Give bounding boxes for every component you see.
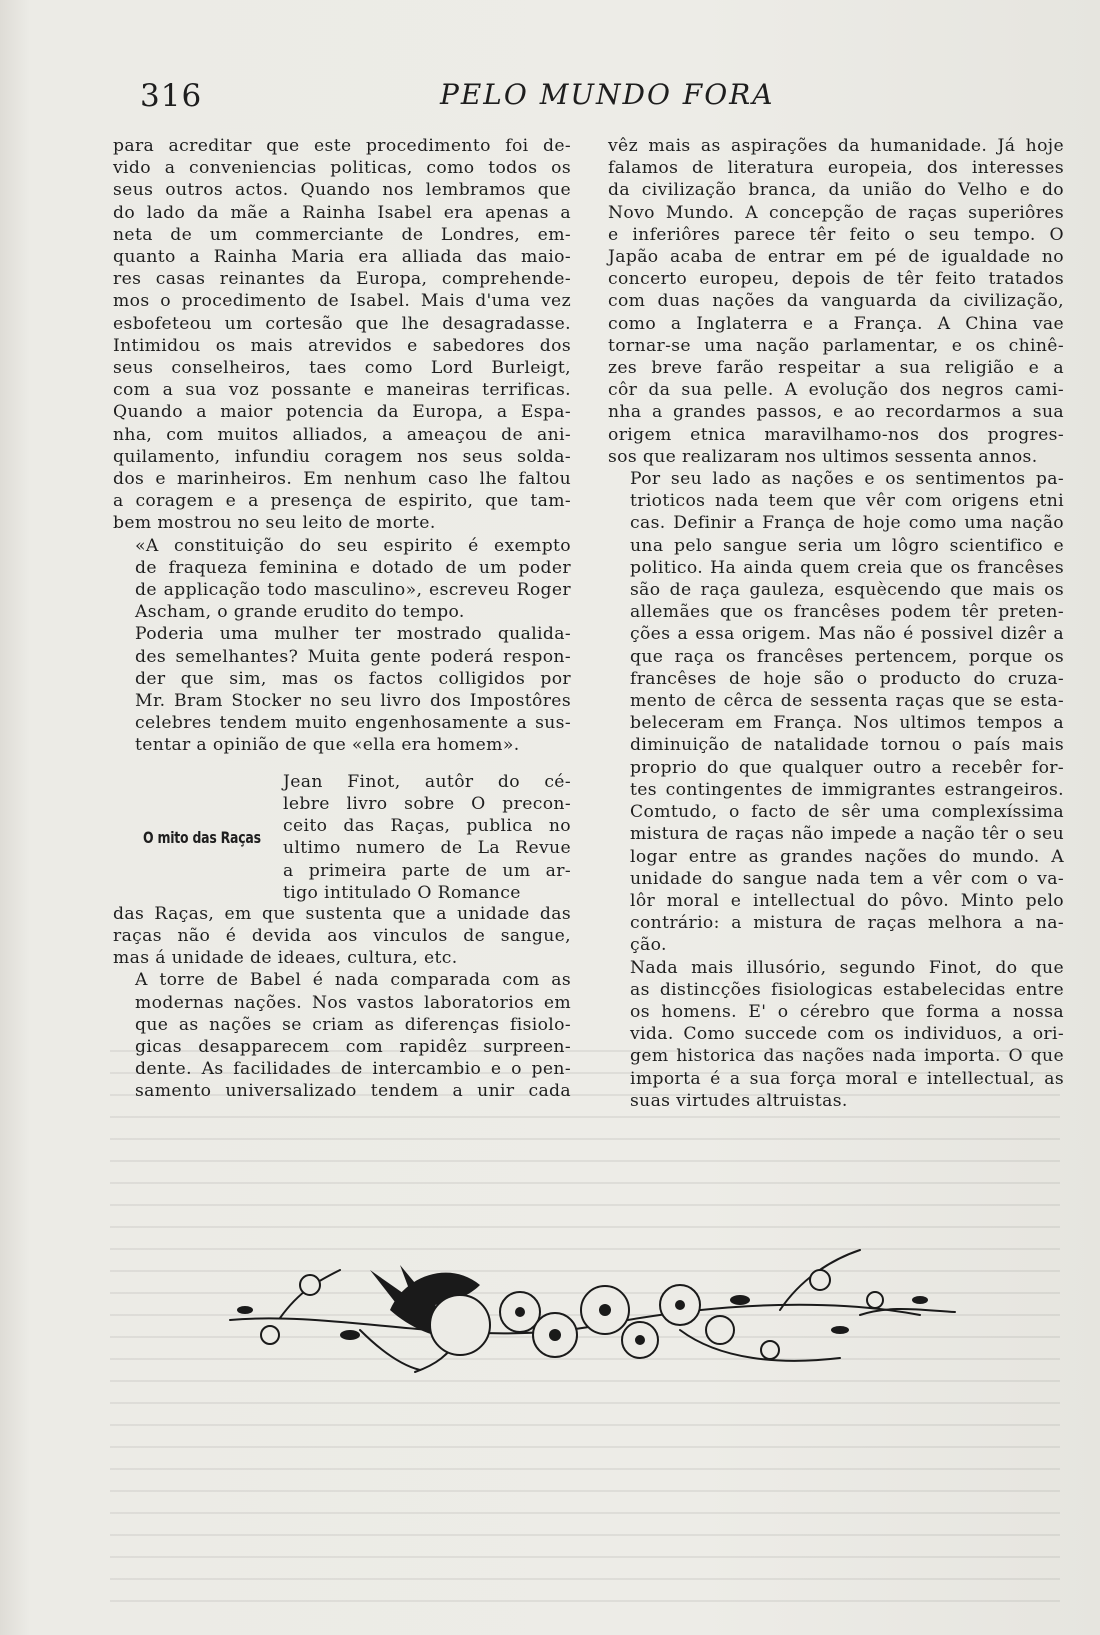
- text-line: des semelhantes? Muita gente poderá respon-: [135, 646, 571, 667]
- text-line: Novo Mundo. A concepção de raças superiôres: [608, 202, 1064, 223]
- text-line: samento universalizado tendem a unir cada: [135, 1081, 571, 1102]
- text-line: nha a grandes passos, e ao recordarmos a sua: [608, 402, 1064, 423]
- text-line: com a sua voz possante e maneiras terrificas.: [113, 380, 571, 401]
- text-line: gem historica das nações nada importa. O que: [630, 1046, 1064, 1067]
- text-line: e inferiôres parece têr feito o seu tempo. O: [608, 224, 1064, 245]
- text-line: A torre de Babel é nada comparada com as: [135, 970, 571, 991]
- text-line: quilamento, infundiu coragem nos seus solda-: [113, 446, 571, 467]
- text-line: raças não é devida aos vinculos de sangue,: [113, 925, 571, 946]
- text-line: concerto europeu, depois de têr feito tratados: [608, 269, 1064, 290]
- paragraph: [113, 535, 571, 624]
- text-line: neta de um commerciante de Londres, em-: [113, 224, 571, 245]
- text-line: proprio do que qualquer outro a recebêr for-: [630, 757, 1064, 778]
- sidenote-heading: O mito das Raças: [143, 827, 261, 847]
- text-line: para acreditar que este procedimento foi de-: [113, 136, 571, 156]
- text-line: logar entre as grandes nações do mundo. A: [630, 846, 1064, 867]
- text-line: Jean Finot, autôr do cé-: [283, 771, 571, 792]
- paragraph: [608, 135, 1064, 468]
- text-line: gicas desapparecem com rapidêz surpreen-: [135, 1036, 571, 1057]
- text-line: vêz mais as aspirações da humanidade. Já hoje: [608, 136, 1064, 156]
- text-line: Mr. Bram Stocker no seu livro dos Impostôres: [135, 691, 571, 712]
- text-line: vida. Como succede com os individuos, a ori-: [630, 1024, 1064, 1045]
- text-line: unidade do sangue nada tem a vêr com o va-: [630, 868, 1064, 889]
- text-line: com duas nações da vanguarda da civilização,: [608, 291, 1064, 312]
- text-line: seus conselheiros, taes como Lord Burleigt,: [113, 358, 571, 379]
- running-title: PELO MUNDO FORA: [440, 78, 775, 111]
- text-line: allemães que os francêses podem têr preten-: [630, 602, 1064, 623]
- page-number: 316: [140, 78, 203, 114]
- text-line: contrário: a mistura de raças melhora a na-: [630, 913, 1064, 934]
- text-line: a coragem e a presença de espirito, que tam-: [113, 491, 571, 512]
- text-line: cas. Definir a França de hoje como uma nação: [630, 513, 1064, 534]
- swallow-and-blossom-branch-icon: [220, 1240, 960, 1380]
- text-line: da civilização branca, da união do Velho e do: [608, 180, 1064, 201]
- paragraph: [608, 957, 1064, 1112]
- text-line: falamos de literatura europeia, dos interesses: [608, 158, 1064, 179]
- text-line: modernas nações. Nos vastos laboratorios em: [135, 992, 571, 1013]
- text-line: politico. Ha ainda quem creia que os francêses: [630, 557, 1064, 578]
- text-line: são de raça gauleza, esquècendo que mais os: [630, 580, 1064, 601]
- text-line: seus outros actos. Quando nos lembramos que: [113, 180, 571, 201]
- text-line: «A constituição do seu espirito é exempto: [135, 535, 571, 556]
- text-line: quanto a Rainha Maria era alliada das maio-: [113, 247, 571, 268]
- text-line: suas virtudes altruistas.: [630, 1090, 848, 1111]
- text-line: bem mostrou no seu leito de morte.: [113, 513, 436, 534]
- right-column: [608, 135, 1064, 1112]
- text-line: mas á unidade de ideaes, cultura, etc.: [113, 948, 458, 969]
- text-line: Por seu lado as nações e os sentimentos pa-: [630, 469, 1064, 490]
- text-line: zes breve farão respeitar a sua religião e a: [608, 358, 1064, 379]
- text-line: lebre livro sobre O precon-: [283, 793, 571, 814]
- text-line: Japão acaba de entrar em pé de igualdade no: [608, 247, 1064, 268]
- text-line: do lado da mãe a Rainha Isabel era apenas a: [113, 202, 571, 223]
- text-line: beleceram em França. Nos ultimos tempos a: [630, 713, 1064, 734]
- text-line: francêses de hoje são o producto do cruza-: [630, 668, 1064, 689]
- text-line: una pelo sangue seria um lôgro scientifico e: [630, 535, 1064, 556]
- text-line: que as nações se criam as diferenças fisiolo-: [135, 1014, 571, 1035]
- text-line: sos que realizaram nos ultimos sessenta annos.: [608, 446, 1038, 467]
- text-line: esbofeteou um cortesão que lhe desagradasse.: [113, 313, 571, 334]
- text-line: Quando a maior potencia da Europa, a Espa-: [113, 402, 571, 423]
- text-line: Nada mais illusório, segundo Finot, do que: [630, 957, 1064, 978]
- text-line: Comtudo, o facto de sêr uma complexíssima: [630, 802, 1064, 823]
- text-line: tentar a opinião de que «ella era homem».: [135, 735, 520, 756]
- text-line: diminuição de natalidade tornou o país mais: [630, 735, 1064, 756]
- paragraph-continuation: [113, 903, 571, 970]
- page-header: [140, 78, 940, 118]
- text-line: ção.: [630, 935, 667, 956]
- text-line: lôr moral e intellectual do pôvo. Minto pelo: [630, 890, 1064, 911]
- text-line: res casas reinantes da Europa, comprehende-: [113, 269, 571, 290]
- left-column: [113, 135, 571, 1103]
- text-line: importa é a sua força moral e intellectual, as: [630, 1068, 1064, 1089]
- text-line: tes contingentes de immigrantes estrangeiros.: [630, 779, 1064, 800]
- text-line: origem etnica maravilhamo-nos dos progres-: [608, 424, 1064, 445]
- text-line: tigo intitulado O Romance: [283, 882, 521, 903]
- text-line: de fraqueza feminina e dotado de um poder: [135, 557, 571, 578]
- text-line: a primeira parte de um ar-: [283, 860, 571, 881]
- paragraph: [113, 623, 571, 756]
- text-line: de applicação todo masculino», escreveu Roger: [135, 580, 571, 601]
- text-line: vido a conveniencias politicas, como todos os: [113, 158, 571, 179]
- text-line: ultimo numero de La Revue: [283, 838, 571, 859]
- text-line: côr da sua pelle. A evolução dos negros cami-: [608, 380, 1064, 401]
- text-line: celebres tendem muito engenhosamente a sus-: [135, 713, 571, 734]
- paragraph: [113, 135, 571, 535]
- text-line: das Raças, em que sustenta que a unidade das: [113, 903, 571, 924]
- text-line: Poderia uma mulher ter mostrado qualida-: [135, 624, 571, 645]
- text-line: mento de cêrca de sessenta raças que se esta-: [630, 691, 1064, 712]
- paragraph: [113, 969, 571, 1102]
- text-line: ceito das Raças, publica no: [283, 816, 571, 837]
- text-line: os homens. E' o cérebro que forma a nossa: [630, 1001, 1064, 1022]
- text-line: mistura de raças não impede a nação têr o seu: [630, 824, 1064, 845]
- text-line: dente. As facilidades de intercambio e o pen-: [135, 1059, 571, 1080]
- text-line: trioticos nada teem que vêr com origens etni: [630, 491, 1064, 512]
- sidenote-block: [113, 771, 571, 903]
- text-line: Intimidou os mais atrevidos e sabedores dos: [113, 335, 571, 356]
- text-line: Ascham, o grande erudito do tempo.: [135, 602, 465, 623]
- text-line: dos e marinheiros. Em nenhum caso lhe faltou: [113, 469, 571, 490]
- text-line: as distincções fisiologicas estabelecidas entre: [630, 979, 1064, 1000]
- text-line: tornar-se uma nação parlamentar, e os chinê-: [608, 335, 1064, 356]
- text-line: como a Inglaterra e a França. A China vae: [608, 313, 1064, 334]
- text-line: ções a essa origem. Mas não é possivel dizêr a: [630, 624, 1064, 645]
- ornament-drawing: [220, 1240, 960, 1380]
- text-line: que raça os francêses pertencem, porque os: [630, 646, 1064, 667]
- text-line: mos o procedimento de Isabel. Mais d'uma vez: [113, 291, 571, 312]
- sidenote-paragraph: [283, 771, 571, 904]
- paragraph: [608, 468, 1064, 956]
- text-line: der que sim, mas os factos colligidos por: [135, 668, 571, 689]
- text-line: nha, com muitos alliados, a ameaçou de ani-: [113, 424, 571, 445]
